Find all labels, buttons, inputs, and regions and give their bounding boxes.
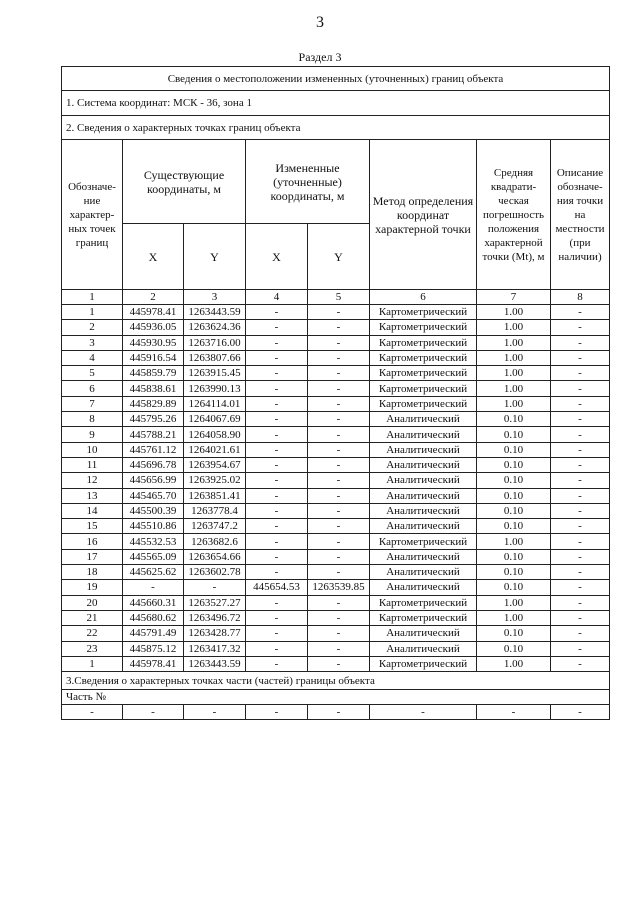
point-id: 9 xyxy=(62,427,123,442)
existing-y: 1263624.36 xyxy=(184,320,246,335)
point-id: 19 xyxy=(62,580,123,595)
changed-y: - xyxy=(308,656,370,671)
page-number: 3 xyxy=(316,14,324,31)
table-row xyxy=(62,565,610,580)
error-mt: 1.00 xyxy=(477,610,551,625)
point-id: 1 xyxy=(62,305,123,320)
point-id: 16 xyxy=(62,534,123,549)
description: - xyxy=(551,427,610,442)
description: - xyxy=(551,519,610,534)
description: - xyxy=(551,549,610,564)
error-mt: 0.10 xyxy=(477,565,551,580)
point-id: 2 xyxy=(62,320,123,335)
changed-x: - xyxy=(246,595,308,610)
point-id: 20 xyxy=(62,595,123,610)
description: - xyxy=(551,366,610,381)
point-id: 22 xyxy=(62,626,123,641)
existing-x: 445930.95 xyxy=(123,335,184,350)
header-method: Метод определения координат характерной точки xyxy=(370,140,477,290)
existing-y: 1263602.78 xyxy=(184,565,246,580)
description: - xyxy=(551,335,610,350)
existing-y: - xyxy=(184,580,246,595)
changed-x: - xyxy=(246,534,308,549)
table-row xyxy=(62,473,610,488)
method: Картометрический xyxy=(370,366,477,381)
description: - xyxy=(551,442,610,457)
changed-x: - xyxy=(246,305,308,320)
error-mt: 1.00 xyxy=(477,396,551,411)
description: - xyxy=(551,641,610,656)
header-existing: Существующие координаты, м xyxy=(123,140,246,224)
col-number: 3 xyxy=(184,290,246,305)
existing-x: 445465.70 xyxy=(123,488,184,503)
existing-x: - xyxy=(123,705,184,720)
changed-y: - xyxy=(308,366,370,381)
method: Картометрический xyxy=(370,534,477,549)
table-row xyxy=(62,519,610,534)
point-id: 12 xyxy=(62,473,123,488)
table-row xyxy=(62,381,610,396)
boundary-points-table xyxy=(61,66,610,720)
point-id: 6 xyxy=(62,381,123,396)
point-id: 21 xyxy=(62,610,123,625)
existing-y: 1263747.2 xyxy=(184,519,246,534)
changed-x: - xyxy=(246,549,308,564)
existing-y: 1263443.59 xyxy=(184,656,246,671)
method: Аналитический xyxy=(370,549,477,564)
description: - xyxy=(551,457,610,472)
table-row xyxy=(62,366,610,381)
method: Аналитический xyxy=(370,412,477,427)
col-number: 1 xyxy=(62,290,123,305)
existing-x: - xyxy=(123,580,184,595)
changed-x: - xyxy=(246,656,308,671)
error-mt: 1.00 xyxy=(477,381,551,396)
changed-x: - xyxy=(246,335,308,350)
existing-y: 1264021.61 xyxy=(184,442,246,457)
description: - xyxy=(551,610,610,625)
parts-heading: 3.Сведения о характерных точках части (частей) границы объекта xyxy=(62,672,610,690)
existing-y: 1264114.01 xyxy=(184,396,246,411)
error-mt: 0.10 xyxy=(477,519,551,534)
existing-x: 445859.79 xyxy=(123,366,184,381)
error-mt: 1.00 xyxy=(477,366,551,381)
description: - xyxy=(551,580,610,595)
point-id: - xyxy=(62,705,123,720)
description: - xyxy=(551,656,610,671)
description: - xyxy=(551,503,610,518)
existing-y: 1264067.69 xyxy=(184,412,246,427)
changed-y: 1263539.85 xyxy=(308,580,370,595)
method: Аналитический xyxy=(370,519,477,534)
error-mt: 0.10 xyxy=(477,549,551,564)
changed-x: - xyxy=(246,488,308,503)
existing-x: 445916.54 xyxy=(123,350,184,365)
changed-x: - xyxy=(246,565,308,580)
existing-y: 1263915.45 xyxy=(184,366,246,381)
table-row xyxy=(62,641,610,656)
changed-x: - xyxy=(246,366,308,381)
existing-x: 445660.31 xyxy=(123,595,184,610)
method: Картометрический xyxy=(370,610,477,625)
existing-y: 1263990.13 xyxy=(184,381,246,396)
point-id: 3 xyxy=(62,335,123,350)
existing-x: 445500.39 xyxy=(123,503,184,518)
changed-y: - xyxy=(308,457,370,472)
header-changed: Измененные (уточненные) координаты, м xyxy=(246,140,370,224)
method: Картометрический xyxy=(370,335,477,350)
description: - xyxy=(551,626,610,641)
point-id: 13 xyxy=(62,488,123,503)
point-id: 1 xyxy=(62,656,123,671)
error-mt: - xyxy=(477,705,551,720)
existing-x: 445625.62 xyxy=(123,565,184,580)
table-row xyxy=(62,626,610,641)
col-number: 4 xyxy=(246,290,308,305)
point-id: 5 xyxy=(62,366,123,381)
error-mt: 0.10 xyxy=(477,641,551,656)
table-row xyxy=(62,350,610,365)
table-row xyxy=(62,412,610,427)
point-id: 4 xyxy=(62,350,123,365)
changed-x: - xyxy=(246,320,308,335)
existing-y: 1263417.32 xyxy=(184,641,246,656)
description: - xyxy=(551,473,610,488)
description: - xyxy=(551,595,610,610)
changed-y: - xyxy=(308,641,370,656)
existing-y: 1263778.4 xyxy=(184,503,246,518)
error-mt: 0.10 xyxy=(477,412,551,427)
existing-y: 1263428.77 xyxy=(184,626,246,641)
point-id: 17 xyxy=(62,549,123,564)
error-mt: 0.10 xyxy=(477,488,551,503)
point-id: 18 xyxy=(62,565,123,580)
method: Картометрический xyxy=(370,305,477,320)
changed-x: - xyxy=(246,427,308,442)
changed-y: - xyxy=(308,412,370,427)
method: - xyxy=(370,705,477,720)
table-row xyxy=(62,335,610,350)
method: Аналитический xyxy=(370,457,477,472)
changed-y: - xyxy=(308,519,370,534)
method: Аналитический xyxy=(370,626,477,641)
method: Аналитический xyxy=(370,488,477,503)
error-mt: 1.00 xyxy=(477,305,551,320)
existing-y: 1263496.72 xyxy=(184,610,246,625)
changed-x: - xyxy=(246,705,308,720)
existing-y: 1263443.59 xyxy=(184,305,246,320)
point-id: 23 xyxy=(62,641,123,656)
description: - xyxy=(551,705,610,720)
method: Аналитический xyxy=(370,503,477,518)
existing-x: 445875.12 xyxy=(123,641,184,656)
error-mt: 0.10 xyxy=(477,427,551,442)
changed-y: - xyxy=(308,381,370,396)
point-id: 7 xyxy=(62,396,123,411)
error-mt: 1.00 xyxy=(477,595,551,610)
section-label: Раздел 3 xyxy=(298,50,342,64)
table-row xyxy=(62,580,610,595)
changed-y: - xyxy=(308,442,370,457)
table-row xyxy=(62,427,610,442)
table-row xyxy=(62,442,610,457)
existing-x: 445532.53 xyxy=(123,534,184,549)
error-mt: 1.00 xyxy=(477,534,551,549)
description: - xyxy=(551,381,610,396)
changed-y: - xyxy=(308,396,370,411)
error-mt: 1.00 xyxy=(477,350,551,365)
error-mt: 0.10 xyxy=(477,626,551,641)
changed-x: - xyxy=(246,503,308,518)
col-number: 7 xyxy=(477,290,551,305)
method: Аналитический xyxy=(370,473,477,488)
changed-y: - xyxy=(308,335,370,350)
description: - xyxy=(551,396,610,411)
point-id: 10 xyxy=(62,442,123,457)
existing-x: 445696.78 xyxy=(123,457,184,472)
changed-y: - xyxy=(308,350,370,365)
existing-x: 445565.09 xyxy=(123,549,184,564)
changed-x: - xyxy=(246,412,308,427)
description: - xyxy=(551,320,610,335)
table-row xyxy=(62,595,610,610)
method: Картометрический xyxy=(370,595,477,610)
header-description: Описание обозначе-ния точки на местности (при наличии) xyxy=(551,140,610,290)
existing-x: 445510.86 xyxy=(123,519,184,534)
table-row xyxy=(62,503,610,518)
existing-y: 1264058.90 xyxy=(184,427,246,442)
description: - xyxy=(551,412,610,427)
description: - xyxy=(551,565,610,580)
changed-y: - xyxy=(308,626,370,641)
existing-x: 445795.26 xyxy=(123,412,184,427)
existing-y: 1263807.66 xyxy=(184,350,246,365)
error-mt: 0.10 xyxy=(477,580,551,595)
method: Картометрический xyxy=(370,396,477,411)
existing-x: 445761.12 xyxy=(123,442,184,457)
table-title: Сведения о местоположении измененных (уточненных) границ объекта xyxy=(62,67,610,91)
changed-y: - xyxy=(308,320,370,335)
col-number: 5 xyxy=(308,290,370,305)
method: Картометрический xyxy=(370,656,477,671)
changed-x: 445654.53 xyxy=(246,580,308,595)
error-mt: 1.00 xyxy=(477,320,551,335)
description: - xyxy=(551,534,610,549)
existing-x: 445936.05 xyxy=(123,320,184,335)
changed-y: - xyxy=(308,565,370,580)
points-heading: 2. Сведения о характерных точках границ объекта xyxy=(62,116,610,140)
existing-x: 445788.21 xyxy=(123,427,184,442)
existing-y: 1263527.27 xyxy=(184,595,246,610)
changed-y: - xyxy=(308,549,370,564)
changed-x: - xyxy=(246,381,308,396)
error-mt: 1.00 xyxy=(477,656,551,671)
existing-y: 1263716.00 xyxy=(184,335,246,350)
changed-y: - xyxy=(308,488,370,503)
table-row xyxy=(62,610,610,625)
method: Картометрический xyxy=(370,350,477,365)
existing-x: 445791.49 xyxy=(123,626,184,641)
point-id: 15 xyxy=(62,519,123,534)
header-changed-x: X xyxy=(246,224,308,290)
changed-y: - xyxy=(308,610,370,625)
header-existing-y: Y xyxy=(184,224,246,290)
table-row xyxy=(62,488,610,503)
existing-x: 445829.89 xyxy=(123,396,184,411)
existing-x: 445656.99 xyxy=(123,473,184,488)
existing-y: - xyxy=(184,705,246,720)
table-row xyxy=(62,549,610,564)
description: - xyxy=(551,305,610,320)
table-row xyxy=(62,656,610,671)
changed-y: - xyxy=(308,534,370,549)
changed-y: - xyxy=(308,305,370,320)
error-mt: 0.10 xyxy=(477,503,551,518)
existing-x: 445978.41 xyxy=(123,305,184,320)
point-id: 14 xyxy=(62,503,123,518)
existing-y: 1263925.02 xyxy=(184,473,246,488)
changed-x: - xyxy=(246,610,308,625)
changed-y: - xyxy=(308,427,370,442)
changed-x: - xyxy=(246,350,308,365)
table-row xyxy=(62,457,610,472)
description: - xyxy=(551,488,610,503)
changed-y: - xyxy=(308,705,370,720)
point-id: 8 xyxy=(62,412,123,427)
changed-x: - xyxy=(246,442,308,457)
existing-x: 445978.41 xyxy=(123,656,184,671)
error-mt: 0.10 xyxy=(477,457,551,472)
changed-y: - xyxy=(308,595,370,610)
table-row xyxy=(62,534,610,549)
changed-x: - xyxy=(246,519,308,534)
col-number: 8 xyxy=(551,290,610,305)
changed-x: - xyxy=(246,626,308,641)
method: Аналитический xyxy=(370,641,477,656)
existing-y: 1263851.41 xyxy=(184,488,246,503)
changed-x: - xyxy=(246,473,308,488)
method: Аналитический xyxy=(370,427,477,442)
table-row xyxy=(62,305,610,320)
method: Аналитический xyxy=(370,580,477,595)
changed-y: - xyxy=(308,473,370,488)
method: Картометрический xyxy=(370,381,477,396)
header-designation: Обозначе-ние характер-ных точек границ xyxy=(62,140,123,290)
method: Аналитический xyxy=(370,442,477,457)
method: Картометрический xyxy=(370,320,477,335)
header-existing-x: X xyxy=(123,224,184,290)
existing-x: 445680.62 xyxy=(123,610,184,625)
existing-y: 1263682.6 xyxy=(184,534,246,549)
existing-y: 1263954.67 xyxy=(184,457,246,472)
point-id: 11 xyxy=(62,457,123,472)
table-row xyxy=(62,705,610,720)
changed-x: - xyxy=(246,396,308,411)
part-number-label: Часть № xyxy=(62,690,610,705)
col-number: 6 xyxy=(370,290,477,305)
changed-x: - xyxy=(246,641,308,656)
error-mt: 0.10 xyxy=(477,473,551,488)
changed-y: - xyxy=(308,503,370,518)
existing-y: 1263654.66 xyxy=(184,549,246,564)
changed-x: - xyxy=(246,457,308,472)
error-mt: 0.10 xyxy=(477,442,551,457)
col-number: 2 xyxy=(123,290,184,305)
existing-x: 445838.61 xyxy=(123,381,184,396)
header-error: Средняя квадрати-ческая погрешность положения характерной точки (Mt), м xyxy=(477,140,551,290)
header-changed-y: Y xyxy=(308,224,370,290)
method: Аналитический xyxy=(370,565,477,580)
table-row xyxy=(62,320,610,335)
coord-system: 1. Система координат: МСК - 36, зона 1 xyxy=(62,91,610,116)
table-row xyxy=(62,396,610,411)
error-mt: 1.00 xyxy=(477,335,551,350)
description: - xyxy=(551,350,610,365)
